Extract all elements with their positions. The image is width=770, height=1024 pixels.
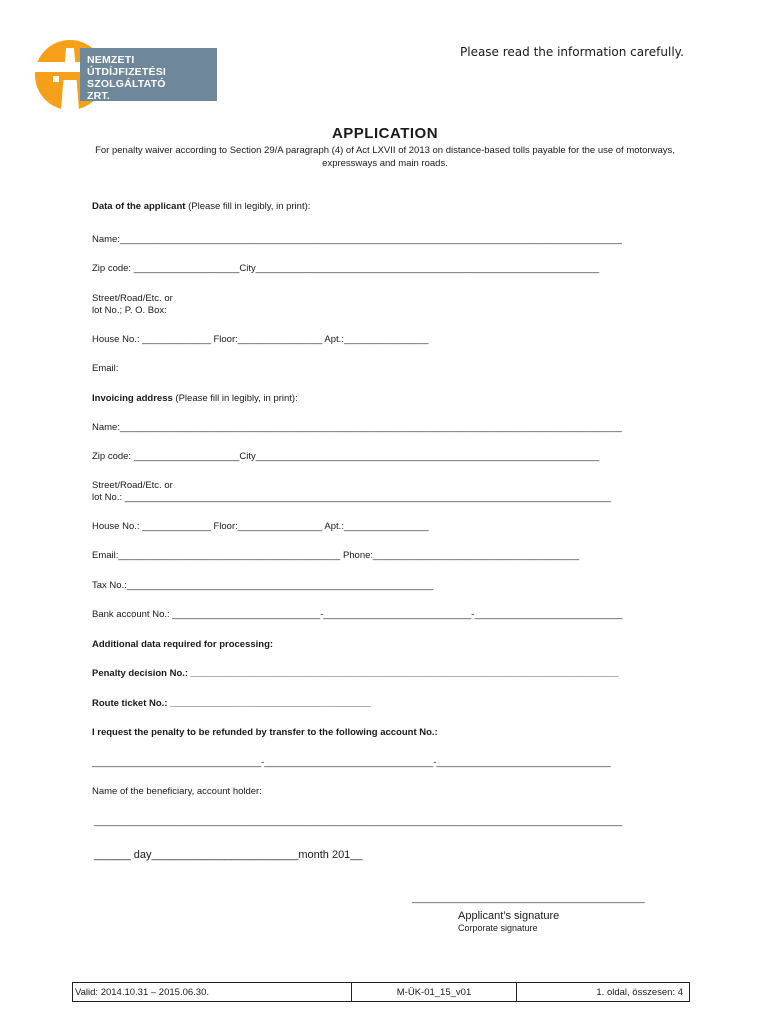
invoicing-heading-note: (Please fill in legibly, in print): bbox=[172, 393, 298, 404]
corporate-signature-label: Corporate signature bbox=[458, 923, 538, 933]
signature-label: Applicant’s signature bbox=[458, 910, 560, 922]
page-subtitle: For penalty waiver according to Section 29/A paragraph (4) of Act LXVII of 2013 on distance-based tolls payable for the use of motorways, expressways and main roads. bbox=[95, 145, 675, 169]
footer-valid: Valid: 2014.10.31 – 2015.06.30. bbox=[73, 983, 352, 1001]
penalty-decision-field[interactable]: Penalty decision No.: _________________________________________________________________________________ bbox=[92, 668, 619, 679]
logo-line-1: NEMZETI bbox=[87, 54, 135, 66]
invoicing-street-field[interactable]: lot No.: ____________________________________________________________________________________________ bbox=[92, 492, 611, 503]
applicant-zip-field[interactable]: Zip code: ____________________City_________________________________________________________________ bbox=[92, 263, 600, 274]
footer-code: M-ÜK-01_15_v01 bbox=[352, 983, 517, 1001]
invoicing-name-field[interactable]: Name:_______________________________________________________________________________________________ bbox=[92, 422, 622, 433]
applicant-heading bbox=[92, 201, 310, 212]
beneficiary-label: Name of the beneficiary, account holder: bbox=[92, 786, 262, 797]
page-title: APPLICATION bbox=[331, 125, 439, 142]
invoicing-house-field[interactable]: House No.: _____________ Floor:________________ Apt.:________________ bbox=[92, 521, 429, 532]
logo-line-2: ÚTDÍJFIZETÉSI bbox=[87, 66, 167, 78]
beneficiary-field[interactable]: ____________________________________________________________________________________________________ bbox=[94, 816, 623, 827]
route-ticket-field[interactable]: Route ticket No.: ______________________________________ bbox=[92, 698, 371, 709]
applicant-email-field[interactable]: Email: bbox=[92, 363, 119, 374]
applicant-street-label-1: Street/Road/Etc. or bbox=[92, 293, 173, 304]
notice-text: Please read the information carefully. bbox=[460, 45, 684, 59]
invoicing-tax-field[interactable]: Tax No.:__________________________________________________________ bbox=[92, 580, 434, 591]
invoicing-heading bbox=[92, 393, 298, 404]
applicant-house-field[interactable]: House No.: _____________ Floor:________________ Apt.:________________ bbox=[92, 334, 429, 345]
footer-page: 1. oldal, összesen: 4 bbox=[596, 986, 683, 998]
applicant-heading-title: Data of the applicant bbox=[92, 201, 186, 212]
additional-heading: Additional data required for processing: bbox=[92, 639, 274, 650]
footer-table bbox=[72, 982, 690, 1002]
logo-line-3: SZOLGÁLTATÓ ZRT. bbox=[87, 78, 166, 102]
logo-text bbox=[87, 54, 166, 102]
invoicing-email-phone-field[interactable]: Email:__________________________________________ Phone:_______________________________________ bbox=[92, 550, 580, 561]
invoicing-heading-title: Invoicing address bbox=[92, 393, 173, 404]
refund-request-text: I request the penalty to be refunded by transfer to the following account No.: bbox=[92, 727, 438, 738]
signature-line[interactable]: ____________________________________________ bbox=[412, 893, 645, 904]
applicant-street-field[interactable]: lot No.; P. O. Box: bbox=[92, 305, 167, 316]
invoicing-street-label-1: Street/Road/Etc. or bbox=[92, 480, 173, 491]
date-field[interactable]: ______ day________________________month 201__ bbox=[94, 849, 363, 861]
invoicing-zip-field[interactable]: Zip code: ____________________City_________________________________________________________________ bbox=[92, 451, 600, 462]
applicant-heading-note: (Please fill in legibly, in print): bbox=[185, 201, 311, 212]
refund-account-field[interactable]: ________________________________-________________________________-_________________________________ bbox=[92, 757, 611, 768]
applicant-name-field[interactable]: Name:_______________________________________________________________________________________________ bbox=[92, 234, 622, 245]
invoicing-bank-field[interactable]: Bank account No.: ____________________________-____________________________-____________________________ bbox=[92, 609, 623, 620]
